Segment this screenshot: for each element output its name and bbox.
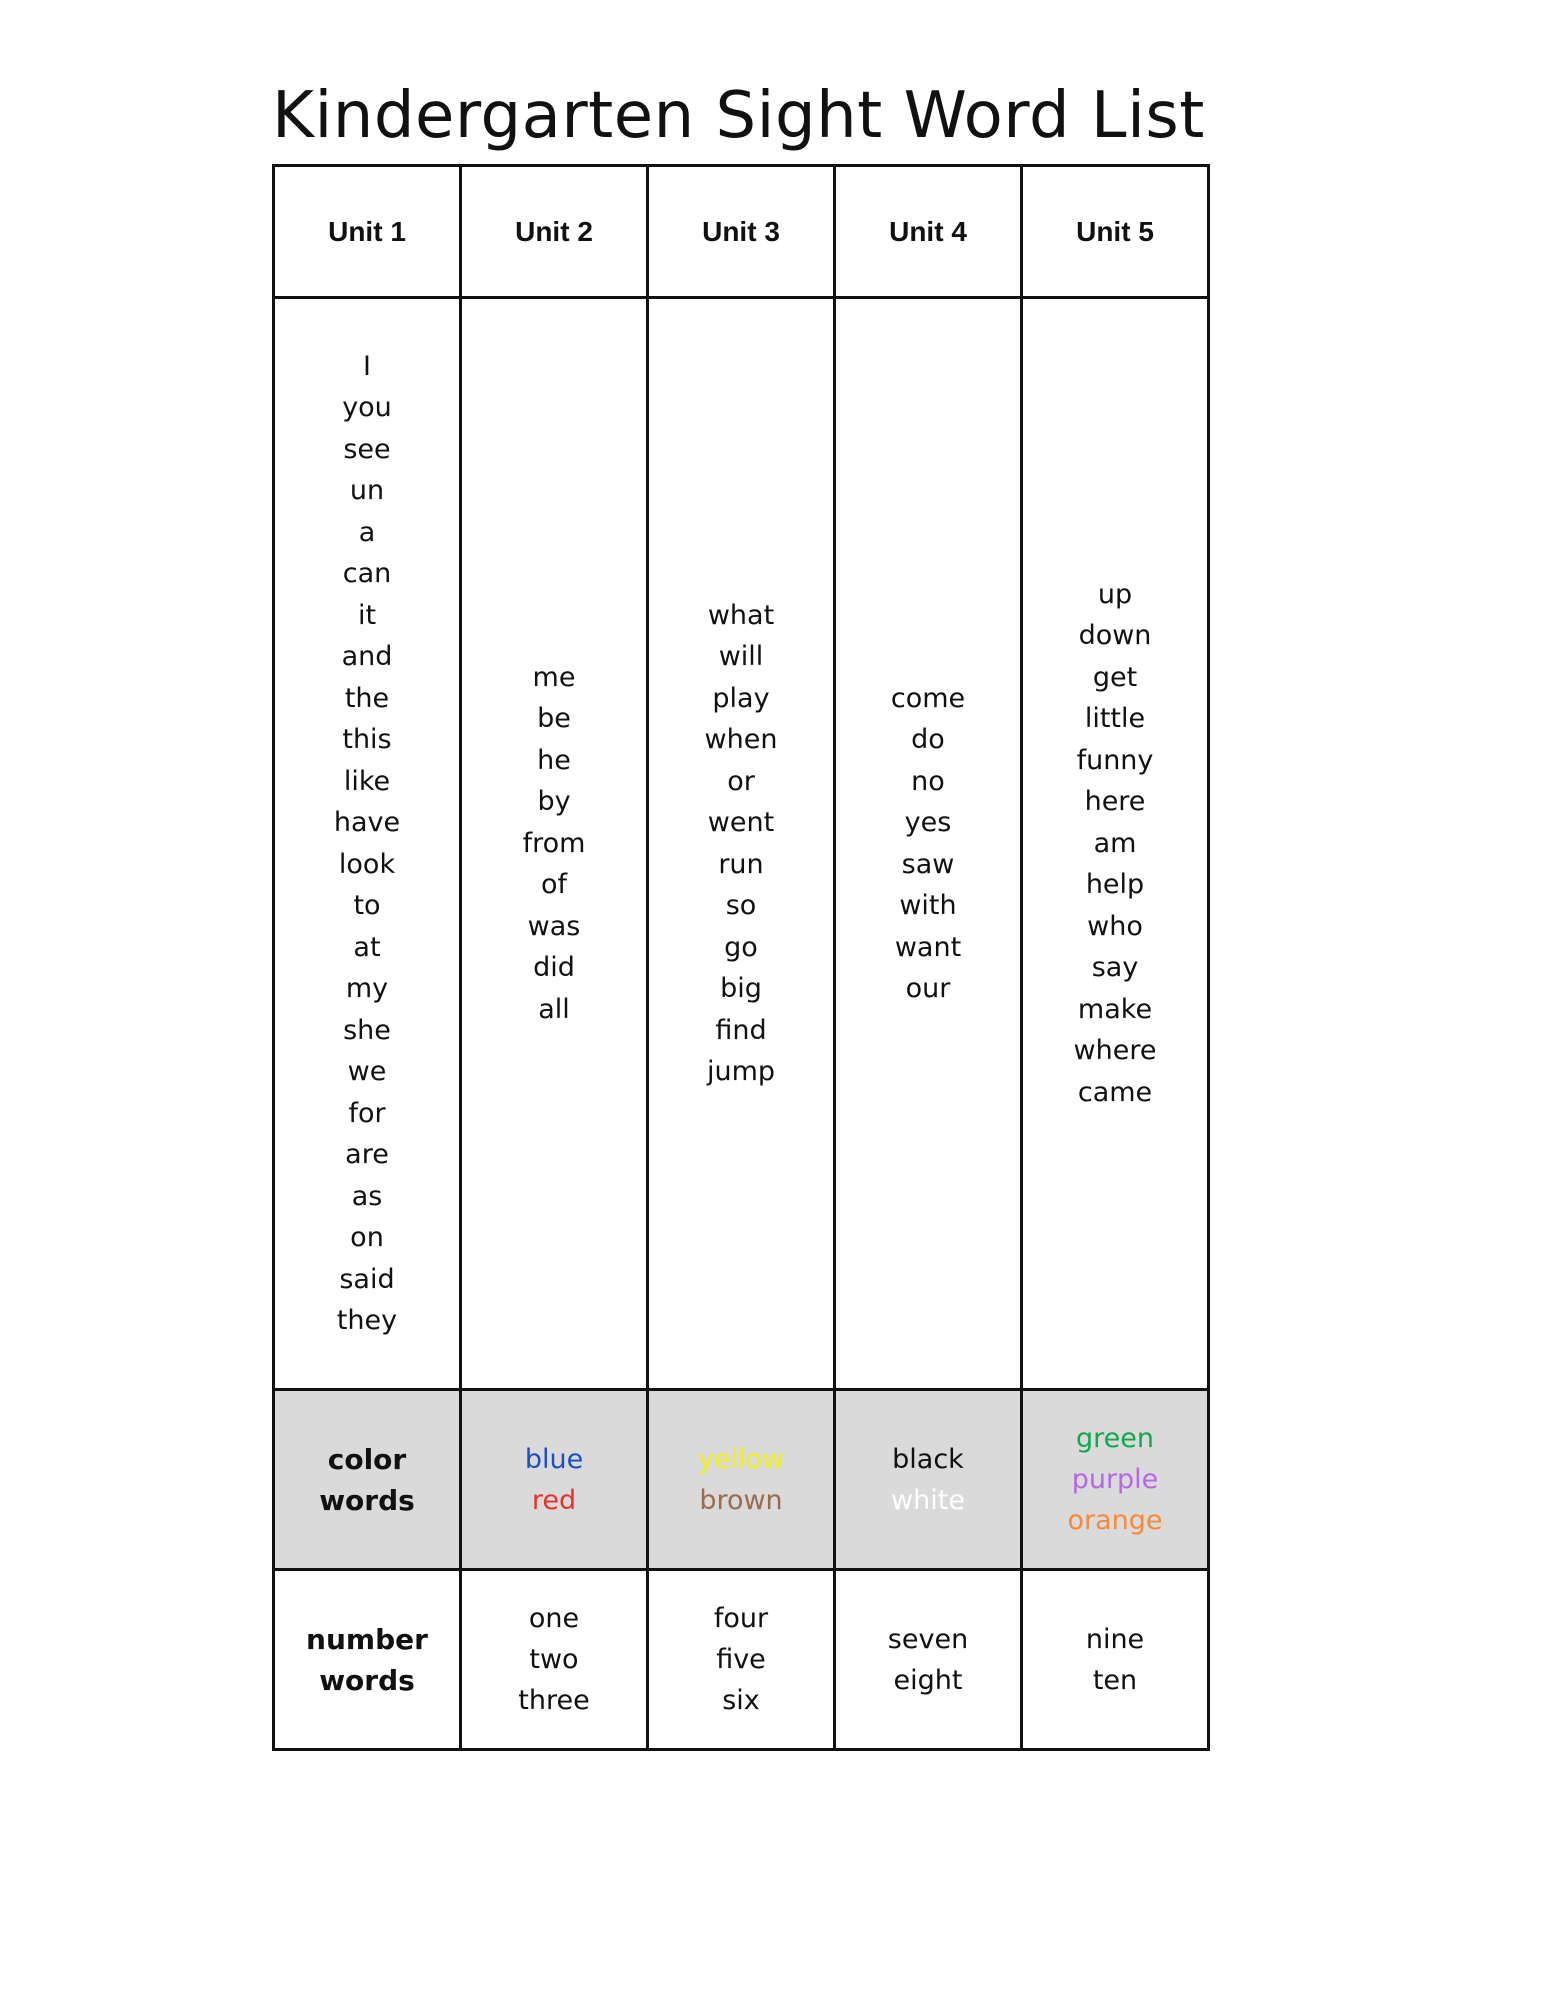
sight-word: went bbox=[707, 807, 775, 838]
sight-word: want bbox=[894, 931, 962, 963]
header-cell-unit-5 bbox=[1022, 166, 1209, 298]
sight-word: of bbox=[540, 869, 568, 901]
color-word-list bbox=[462, 1439, 646, 1521]
sight-word: as bbox=[351, 1180, 383, 1212]
words-cell-unit-4 bbox=[835, 298, 1022, 1390]
number-cell-unit-2 bbox=[461, 1570, 648, 1750]
row-label: words bbox=[319, 1663, 415, 1697]
row-label: color bbox=[327, 1442, 407, 1476]
sight-word: who bbox=[1087, 910, 1143, 942]
sight-word: we bbox=[347, 1056, 387, 1087]
sight-word: did bbox=[533, 952, 575, 984]
color-word: purple bbox=[1071, 1464, 1159, 1495]
sight-word: here bbox=[1084, 786, 1146, 818]
color-cell-unit-4 bbox=[835, 1390, 1022, 1570]
sight-word: she bbox=[343, 1014, 391, 1046]
color-cell-unit-2 bbox=[461, 1390, 648, 1570]
sight-word: make bbox=[1077, 993, 1153, 1025]
sight-word: where bbox=[1073, 1035, 1157, 1067]
sight-word: was bbox=[527, 910, 581, 942]
sight-word: saw bbox=[901, 848, 955, 880]
color-word: red bbox=[531, 1484, 577, 1516]
sight-word: look bbox=[338, 848, 396, 880]
sight-word: a bbox=[358, 516, 376, 548]
sight-word: came bbox=[1077, 1076, 1153, 1108]
row-label: number bbox=[306, 1622, 428, 1656]
sight-word: for bbox=[348, 1097, 386, 1129]
sight-word: see bbox=[343, 433, 391, 465]
header-cell-unit-2 bbox=[461, 166, 648, 298]
sight-word: get bbox=[1092, 661, 1138, 693]
number-word: five bbox=[716, 1644, 766, 1675]
sight-words-row bbox=[274, 298, 1209, 1390]
word-list bbox=[1023, 574, 1207, 1114]
color-word: blue bbox=[524, 1443, 584, 1475]
sight-word: up bbox=[1097, 578, 1133, 610]
header-cell-unit-3 bbox=[648, 166, 835, 298]
sight-word: funny bbox=[1076, 744, 1154, 776]
color-word-list bbox=[649, 1439, 833, 1521]
sight-word: our bbox=[905, 973, 951, 1004]
sight-word: say bbox=[1091, 952, 1139, 984]
number-cell-unit-5 bbox=[1022, 1570, 1209, 1750]
word-list bbox=[462, 657, 646, 1031]
sight-word: jump bbox=[706, 1056, 776, 1087]
sight-word: like bbox=[343, 765, 391, 797]
number-word: seven bbox=[887, 1623, 969, 1655]
sight-word: what bbox=[707, 599, 775, 631]
unit-header-row bbox=[274, 166, 1209, 298]
color-word: brown bbox=[699, 1484, 783, 1516]
unit-label: Unit 1 bbox=[328, 215, 406, 247]
number-word: six bbox=[722, 1685, 760, 1716]
number-word: three bbox=[518, 1685, 590, 1716]
number-word-list bbox=[1023, 1619, 1207, 1701]
sight-word: at bbox=[353, 931, 381, 963]
sight-word: come bbox=[890, 682, 966, 714]
sight-word: find bbox=[715, 1014, 767, 1046]
color-cell-unit-5 bbox=[1022, 1390, 1209, 1570]
color-words-label-cell bbox=[274, 1390, 461, 1570]
color-words-row bbox=[274, 1390, 1209, 1570]
sight-word: this bbox=[342, 724, 392, 755]
number-word-list bbox=[649, 1598, 833, 1721]
sight-word: me bbox=[532, 661, 576, 693]
color-word: green bbox=[1076, 1423, 1154, 1454]
number-word: one bbox=[528, 1603, 580, 1634]
sight-word: or bbox=[727, 765, 755, 797]
sight-word: be bbox=[537, 703, 571, 735]
words-cell-unit-2 bbox=[461, 298, 648, 1390]
sight-word: down bbox=[1078, 620, 1152, 652]
sight-word: go bbox=[724, 931, 758, 963]
number-words-row bbox=[274, 1570, 1209, 1750]
color-cell-unit-3 bbox=[648, 1390, 835, 1570]
words-cell-unit-1 bbox=[274, 298, 461, 1390]
word-list bbox=[836, 678, 1020, 1010]
sight-word: to bbox=[353, 890, 381, 921]
color-word: black bbox=[892, 1443, 964, 1475]
number-words-label-cell bbox=[274, 1570, 461, 1750]
color-word: yellow bbox=[697, 1443, 785, 1475]
page-title: Kindergarten Sight Word List bbox=[272, 79, 1205, 153]
sight-word: am bbox=[1093, 827, 1137, 859]
sight-word: my bbox=[345, 973, 389, 1004]
unit-label: Unit 2 bbox=[515, 215, 593, 247]
header-cell-unit-4 bbox=[835, 166, 1022, 298]
sight-word: have bbox=[333, 807, 401, 838]
sight-word: I bbox=[363, 350, 371, 382]
sight-word: no bbox=[911, 765, 945, 797]
sight-word: on bbox=[350, 1222, 384, 1253]
unit-label: Unit 3 bbox=[702, 215, 780, 247]
sight-word: they bbox=[336, 1305, 398, 1336]
sight-word: help bbox=[1085, 869, 1145, 901]
header-cell-unit-1 bbox=[274, 166, 461, 298]
sight-word: will bbox=[718, 641, 764, 672]
sight-word: when bbox=[704, 724, 778, 755]
sight-word: he bbox=[537, 744, 571, 776]
sight-word: un bbox=[349, 475, 385, 506]
color-word-list bbox=[1023, 1418, 1207, 1541]
sight-word: all bbox=[538, 993, 570, 1025]
sight-word-table bbox=[272, 164, 1210, 1751]
words-cell-unit-5 bbox=[1022, 298, 1209, 1390]
number-word: two bbox=[529, 1644, 579, 1675]
sight-word: are bbox=[345, 1139, 389, 1170]
words-cell-unit-3 bbox=[648, 298, 835, 1390]
color-word-list bbox=[836, 1439, 1020, 1521]
sight-word: by bbox=[537, 786, 571, 818]
sight-word: yes bbox=[904, 807, 952, 838]
sight-word: run bbox=[718, 848, 764, 880]
sight-word: the bbox=[344, 682, 390, 714]
sight-word: and bbox=[341, 641, 393, 672]
word-list bbox=[275, 346, 459, 1342]
unit-label: Unit 5 bbox=[1076, 215, 1154, 247]
sight-word: little bbox=[1084, 703, 1146, 735]
sight-word: so bbox=[725, 890, 757, 921]
sight-word: it bbox=[357, 599, 377, 631]
number-word-list bbox=[462, 1598, 646, 1721]
number-cell-unit-4 bbox=[835, 1570, 1022, 1750]
number-word: nine bbox=[1085, 1623, 1145, 1655]
sight-word: from bbox=[522, 827, 586, 859]
sight-word: play bbox=[712, 682, 770, 714]
color-word: white bbox=[891, 1484, 965, 1516]
sight-word: said bbox=[339, 1263, 395, 1295]
unit-label: Unit 4 bbox=[889, 215, 967, 247]
sight-word: big bbox=[720, 973, 762, 1004]
sight-word: can bbox=[342, 558, 392, 589]
sight-word: do bbox=[911, 724, 945, 755]
number-word: four bbox=[713, 1603, 769, 1634]
number-word: ten bbox=[1092, 1664, 1138, 1696]
sight-word: with bbox=[899, 890, 957, 921]
word-list bbox=[649, 595, 833, 1093]
color-word: orange bbox=[1067, 1505, 1163, 1536]
number-word: eight bbox=[893, 1664, 963, 1696]
row-label: words bbox=[319, 1483, 415, 1517]
number-cell-unit-3 bbox=[648, 1570, 835, 1750]
sight-word: you bbox=[342, 392, 392, 423]
number-word-list bbox=[836, 1619, 1020, 1701]
